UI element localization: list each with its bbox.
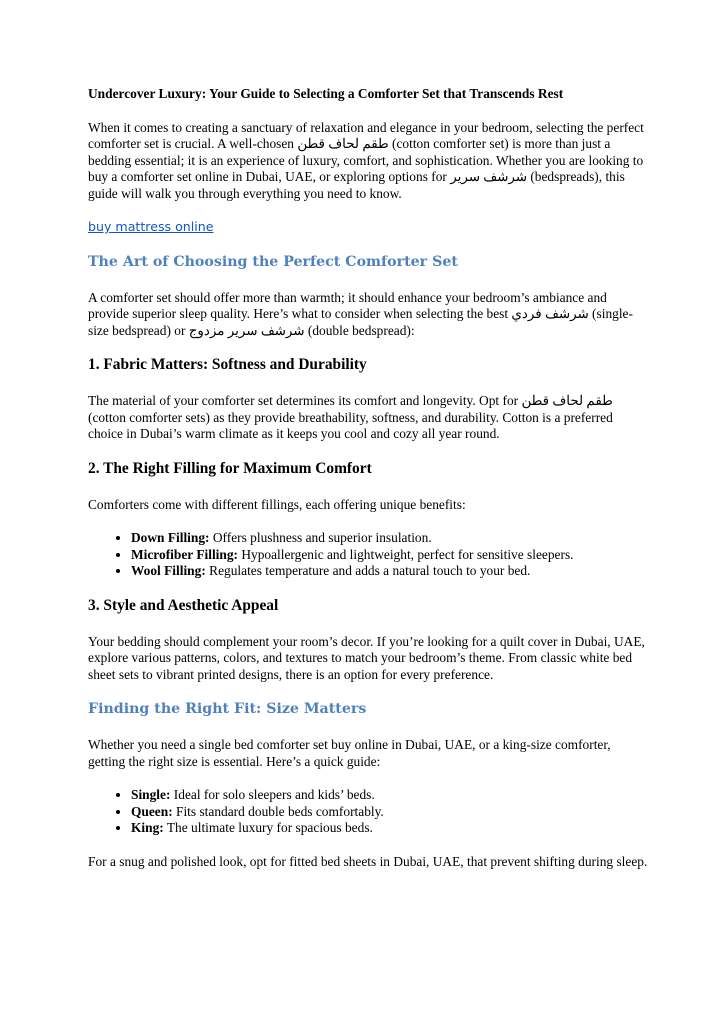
document-page xyxy=(88,86,648,887)
list-item-term: Down Filling: xyxy=(131,530,210,545)
filling-list xyxy=(88,530,648,580)
list-item xyxy=(131,563,648,580)
list-item-text: Fits standard double beds comfortably. xyxy=(176,803,384,819)
section-style-heading: 3. Style and Aesthetic Appeal xyxy=(88,596,279,614)
list-item-term: Microfiber Filling: xyxy=(131,546,238,562)
list-item-text: Regulates temperature and adds a natural touch to your bed. xyxy=(209,563,531,578)
list-item-text: The ultimate luxury for spacious beds. xyxy=(166,820,373,835)
buy-mattress-link[interactable]: buy mattress online xyxy=(88,219,214,234)
list-item-term: Wool Filling: xyxy=(131,563,206,578)
section-fabric-body: The material of your comforter set determines its comfort and longevity. Opt for طقم لحاف قطن (cotton comforter sets) as they provide breathability, softness, and durability. Cotton is a preferred choice in Dubai’s warm climate as it keeps you cool and cozy all year round. xyxy=(88,393,613,441)
closing-paragraph: For a snug and polished look, opt for fitted bed sheets in Dubai, UAE, that prevent shifting during sleep. xyxy=(88,853,648,869)
list-item-term: Single: xyxy=(131,787,171,802)
section-filling-body: Comforters come with different fillings, each offering unique benefits: xyxy=(88,496,466,512)
section-fabric-heading: 1. Fabric Matters: Softness and Durability xyxy=(88,356,367,373)
list-item xyxy=(131,530,648,547)
list-item xyxy=(131,547,648,564)
size-list xyxy=(88,787,648,837)
list-item-text: Ideal for solo sleepers and kids’ beds. xyxy=(173,787,375,802)
document-title: Undercover Luxury: Your Guide to Selecting a Comforter Set that Transcends Rest xyxy=(88,86,564,101)
list-item-term: Queen: xyxy=(131,803,173,819)
section-art-heading: The Art of Choosing the Perfect Comforter Set xyxy=(88,253,458,270)
section-filling-heading: 2. The Right Filling for Maximum Comfort xyxy=(88,459,372,477)
intro-paragraph: When it comes to creating a sanctuary of relaxation and elegance in your bedroom, selecting the perfect comforter set is crucial. A well-chosen طقم لحاف قطن (cotton comforter set) is more than just a bedding essential; it is an experience of luxury, comfort, and sophistication. Whether you are looking to buy a comforter set online in Dubai, UAE, or exploring options for شرشف سرير (bedspreads), this guide will walk you through everything you need to know. xyxy=(88,119,644,201)
list-item-text: Hypoallergenic and lightweight, perfect for sensitive sleepers. xyxy=(241,546,574,562)
list-item xyxy=(131,787,648,804)
section-size-heading: Finding the Right Fit: Size Matters xyxy=(88,701,367,717)
list-item xyxy=(131,804,648,821)
list-item-text: Offers plushness and superior insulation. xyxy=(212,530,432,545)
section-style-body: Your bedding should complement your room’s decor. If you’re looking for a quilt cover in Dubai, UAE, explore various patterns, colors, and textures to match your bedroom’s theme. From classic white bed sheet sets to vibrant printed designs, there is an option for every preference. xyxy=(88,633,645,682)
section-size-body: Whether you need a single bed comforter set buy online in Dubai, UAE, or a king-size comforter, getting the right size is essential. Here’s a quick guide: xyxy=(88,737,611,769)
section-art-body: A comforter set should offer more than warmth; it should enhance your bedroom’s ambiance and provide superior sleep quality. Here’s what to consider when selecting the best شرشف فردي (single-size bedspread) or شرشف سرير مزدوج (double bedspread): xyxy=(88,289,633,338)
list-item xyxy=(131,820,648,837)
list-item-term: King: xyxy=(131,820,164,835)
